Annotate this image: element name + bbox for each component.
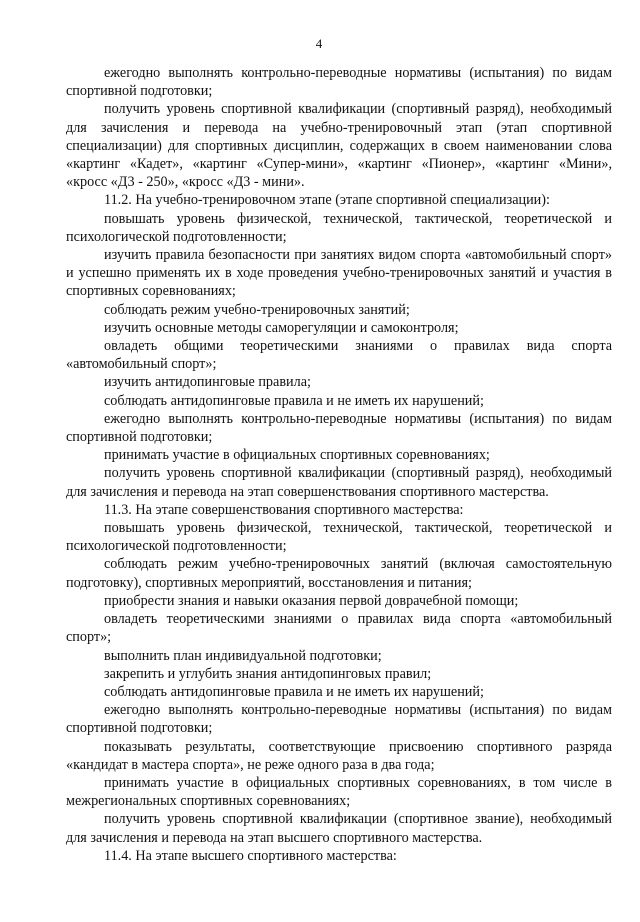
paragraph: получить уровень спортивной квалификации (спортивное звание), необходимый для зачисления и перевода на этап высшего спортивного мастерства. bbox=[66, 811, 612, 846]
paragraph: 11.2. На учебно-тренировочном этапе (этапе спортивной специализации): bbox=[104, 192, 550, 209]
paragraph: изучить основные методы саморегуляции и самоконтроля; bbox=[104, 319, 459, 336]
paragraph: принимать участие в официальных спортивных соревнованиях, в том числе в межрегиональных спортивных соревнованиях; bbox=[66, 774, 612, 810]
paragraph: ежегодно выполнять контрольно-переводные нормативы (испытания) по видам спортивной подготовки; bbox=[66, 65, 612, 100]
paragraph: соблюдать антидопинговые правила и не иметь их нарушений; bbox=[104, 683, 484, 700]
paragraph: соблюдать режим учебно-тренировочных занятий (включая самостоятельную подготовку), спортивных мероприятий, восстановления и питания; bbox=[66, 556, 612, 591]
paragraph: выполнить план индивидуальной подготовки; bbox=[104, 647, 382, 664]
paragraph: овладеть общими теоретическими знаниями о правилах вида спорта «автомобильный спорт»; bbox=[66, 338, 612, 373]
page-number: 4 bbox=[315, 36, 323, 51]
document-body bbox=[66, 64, 612, 865]
paragraph: изучить антидопинговые правила; bbox=[104, 374, 311, 391]
paragraph: 11.4. На этапе высшего спортивного мастерства: bbox=[104, 847, 397, 864]
paragraph: приобрести знания и навыки оказания первой доврачебной помощи; bbox=[104, 592, 519, 609]
paragraph: изучить правила безопасности при занятиях видом спорта «автомобильный спорт» и успешно применять их в ходе проведения учебно-тренировочных занятий и участия в спортивных соревнованиях; bbox=[66, 247, 612, 300]
paragraph: овладеть теоретическими знаниями о правилах вида спорта «автомобильный спорт»; bbox=[66, 611, 612, 646]
paragraph: показывать результаты, соответствующие присвоению спортивного разряда «кандидат в мастера спорта», не реже одного раза в два года; bbox=[66, 738, 612, 773]
paragraph: ежегодно выполнять контрольно-переводные нормативы (испытания) по видам спортивной подготовки; bbox=[66, 410, 612, 446]
paragraph: получить уровень спортивной квалификации (спортивный разряд), необходимый для зачисления и перевода на этап совершенствования спортивного мастерства. bbox=[66, 465, 612, 500]
paragraph: повышать уровень физической, технической, тактической, теоретической и психологической подготовленности; bbox=[66, 520, 612, 555]
paragraph: ежегодно выполнять контрольно-переводные нормативы (испытания) по видам спортивной подготовки; bbox=[66, 702, 612, 737]
paragraph: закрепить и углубить знания антидопинговых правил; bbox=[104, 665, 432, 682]
paragraph: 11.3. На этапе совершенствования спортивного мастерства: bbox=[104, 501, 464, 518]
paragraph: соблюдать режим учебно-тренировочных занятий; bbox=[104, 301, 410, 318]
paragraph: принимать участие в официальных спортивных соревнованиях; bbox=[104, 447, 490, 464]
paragraph: соблюдать антидопинговые правила и не иметь их нарушений; bbox=[104, 392, 484, 409]
paragraph: повышать уровень физической, технической, тактической, теоретической и психологической подготовленности; bbox=[66, 210, 612, 245]
paragraph: получить уровень спортивной квалификации (спортивный разряд), необходимый для зачисления и перевода на учебно-тренировочный этап (этап спортивной специализации) для спортивных дисциплин, содержащих в своем наименовании слова «картинг «Кадет», «картинг «Супер-мини», «картинг «Пионер», «картинг «Мини», «кросс «Д3 - 250», «кросс «Д3 - мини». bbox=[66, 101, 612, 191]
